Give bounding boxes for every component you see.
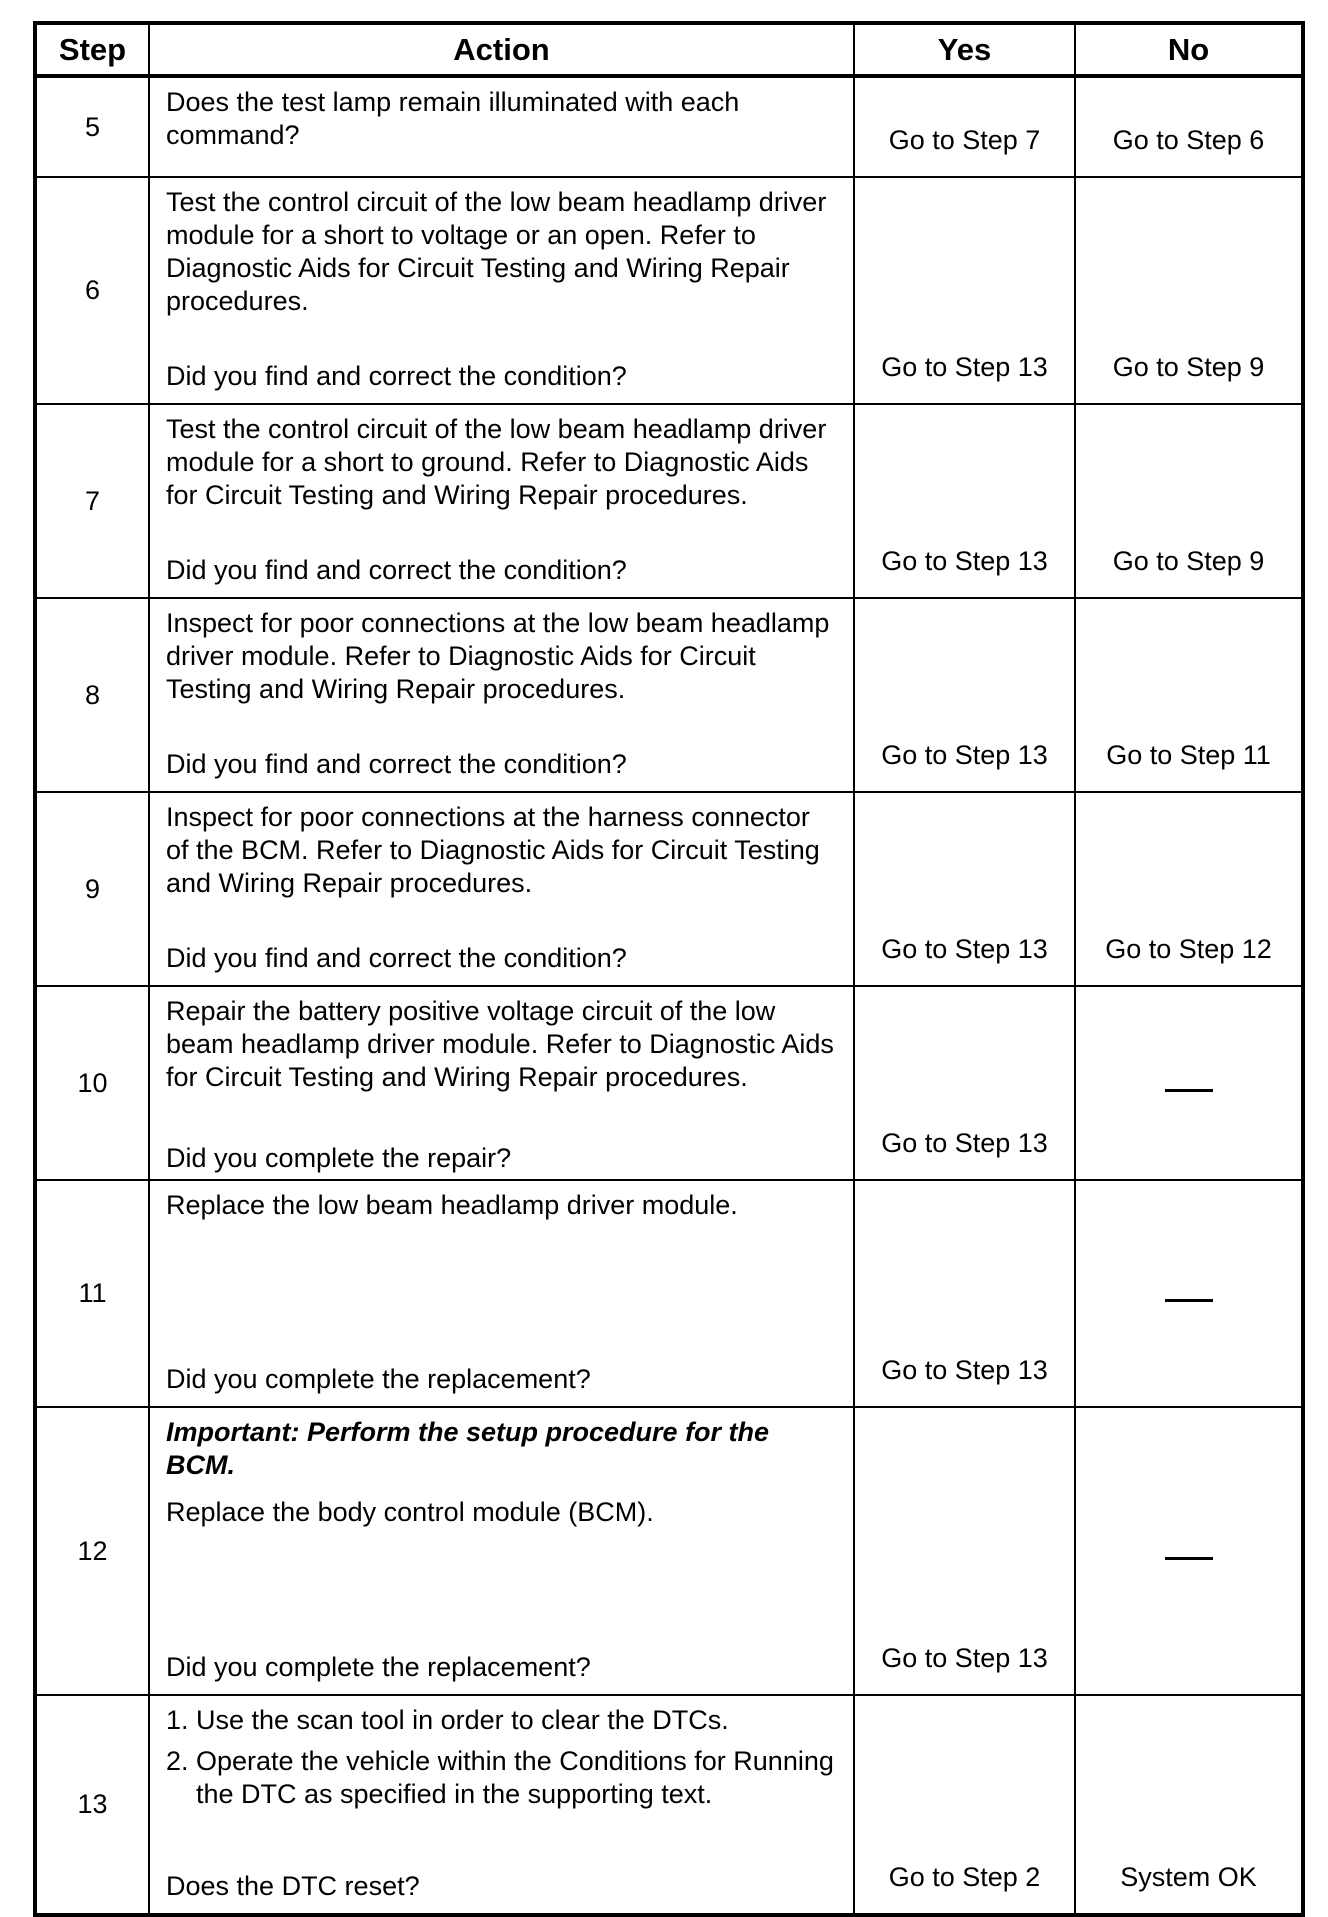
header-action: Action [149,23,854,76]
no-cell: Go to Step 12 [1075,792,1303,986]
step-number: 10 [35,986,149,1180]
step-number: 12 [35,1407,149,1695]
yes-cell: Go to Step 13 [854,598,1075,792]
action-question: Did you find and correct the condition? [166,943,627,973]
action-text: Replace the body control module (BCM). [166,1497,654,1527]
step-number: 8 [35,598,149,792]
yes-cell: Go to Step 13 [854,986,1075,1180]
no-cell: Go to Step 9 [1075,404,1303,598]
no-cell [1075,1407,1303,1695]
action-cell [149,76,854,177]
no-cell: Go to Step 6 [1075,76,1303,177]
step-number: 5 [35,76,149,177]
table-row [35,1180,1303,1407]
no-cell [1075,1180,1303,1407]
dash-mark [1165,1557,1213,1560]
table-row [35,404,1303,598]
yes-cell: Go to Step 13 [854,404,1075,598]
yes-cell: Go to Step 13 [854,177,1075,404]
no-cell: System OK [1075,1695,1303,1915]
action-cell [149,986,854,1180]
no-cell [1075,986,1303,1180]
action-cell [149,1407,854,1695]
action-cell [149,792,854,986]
action-cell [149,404,854,598]
action-cell [149,1695,854,1915]
action-cell [149,1180,854,1407]
header-no: No [1075,23,1303,76]
yes-cell: Go to Step 7 [854,76,1075,177]
no-cell: Go to Step 11 [1075,598,1303,792]
action-question: Did you find and correct the condition? [166,361,627,391]
important-note: Important: Perform the setup procedure for the BCM. [166,1417,770,1480]
action-question: Did you find and correct the condition? [166,555,627,585]
table-row [35,1695,1303,1915]
dash-mark [1165,1299,1213,1302]
list-item: 2. Operate the vehicle within the Conditions for Running the DTC as specified in the supporting text. [196,1745,837,1811]
action-cell [149,598,854,792]
action-text: Test the control circuit of the low beam headlamp driver module for a short to ground. Refer to Diagnostic Aids for Circuit Testing and Wiring Repair procedures. [166,414,827,510]
action-question: Did you complete the replacement? [166,1364,591,1394]
step-number: 6 [35,177,149,404]
action-text: Inspect for poor connections at the harness connector of the BCM. Refer to Diagnostic Aids for Circuit Testing and Wiring Repair procedures. [166,802,820,898]
header-row [35,23,1303,76]
action-text: Replace the low beam headlamp driver module. [166,1190,738,1220]
step-number: 7 [35,404,149,598]
procedure-list [166,1696,837,1819]
yes-cell: Go to Step 13 [854,792,1075,986]
list-item: 1. Use the scan tool in order to clear the DTCs. [196,1704,837,1737]
diagnostic-table [33,21,1305,1917]
step-number: 9 [35,792,149,986]
header-step: Step [35,23,149,76]
action-text: Does the test lamp remain illuminated with each command? [166,87,740,150]
table-row [35,1407,1303,1695]
table-row [35,177,1303,404]
no-cell: Go to Step 9 [1075,177,1303,404]
table-row [35,76,1303,177]
action-text: Test the control circuit of the low beam headlamp driver module for a short to voltage or an open. Refer to Diagnostic Aids for Circuit Testing and Wiring Repair procedures. [166,187,827,316]
dash-mark [1165,1089,1213,1092]
yes-cell: Go to Step 13 [854,1180,1075,1407]
step-number: 11 [35,1180,149,1407]
step-number: 13 [35,1695,149,1915]
yes-cell: Go to Step 2 [854,1695,1075,1915]
header-yes: Yes [854,23,1075,76]
action-cell [149,177,854,404]
action-text: Repair the battery positive voltage circuit of the low beam headlamp driver module. Refer to Diagnostic Aids for Circuit Testing and Wiring Repair procedures. [166,996,834,1092]
table-row [35,598,1303,792]
action-question: Does the DTC reset? [166,1871,420,1901]
table-row [35,986,1303,1180]
action-question: Did you complete the replacement? [166,1652,591,1682]
table-row [35,792,1303,986]
yes-cell: Go to Step 13 [854,1407,1075,1695]
action-text: Inspect for poor connections at the low beam headlamp driver module. Refer to Diagnostic Aids for Circuit Testing and Wiring Repair procedures. [166,608,830,704]
action-question: Did you find and correct the condition? [166,749,627,779]
action-question: Did you complete the repair? [166,1143,512,1173]
